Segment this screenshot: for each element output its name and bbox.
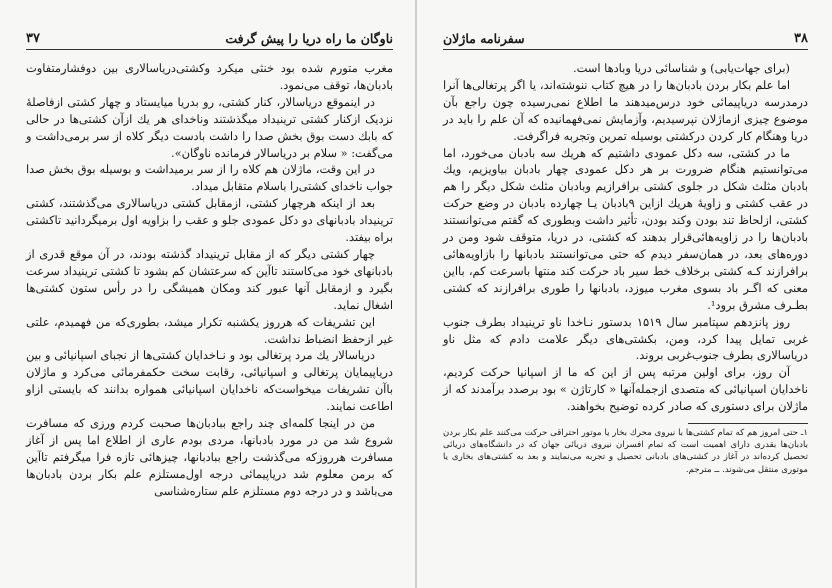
paragraph: بعد از اینکه هرچهار کشتی، ازمقابل کشتی دریاسالاری می‌گذشتند، کشتی ترینیداد بادبانهای دو دکل عمودی جلو و عقب را بزاویه اول برمیگردانید تاکشتی براه بیفتد. — [26, 196, 393, 245]
paragraph: آن روز، برای اولین مرتبه پس از این که ما از اسپانیا حرکت کردیم، ناخدایان اسپانیائی که متصدی ازجمله‌آنها « کارتاژن » بود برصدد برآمدند که از ماژلان برای دستوری که صادر کرده توضیح بخواهند. — [443, 365, 808, 414]
page-body — [443, 60, 808, 415]
right-page — [417, 0, 832, 588]
paragraph: در این وقت، ماژلان هم کلاه را از سر برمیداشت و بوسیله بوق بخش صدا جواب ناخدای کشتی‌را باسلام متقابل میداد. — [26, 162, 393, 194]
paragraph: مغرب متورم شده بود خنثی میکرد وکشتی‌دریاسالاری بین دوفشارمتفاوت بادبان‌ها، توقف می‌نمود. — [26, 61, 393, 92]
running-head: سفرنامه ماژلان — [443, 31, 525, 46]
paragraph: در اینموقع دریاسالار، کنار کشتی، رو بدریا میایستاد و چهار کشتی ازفاصلهٔ نزدیک ازکنار کشتی ترینیداد میگذشتند وناخدای هر یك ازآن کشتی‌ها در حالی که بابك دست بوق بخش صدا را داشت بادست دیگر کلاه از سر برمی‌داشت و می‌گفت: « سلام بر دریاسالار فرمانده ناوگان». — [26, 94, 393, 160]
page-header — [443, 26, 808, 50]
paragraph: ما در کشتی، سه دکل عمودی داشتیم که هریك سه بادبان می‌خورد، اما می‌توانستیم هنگام ضرورت بر هر دکل عمودی چهار بادبان بیاویزیم، ویك بادبان مثلث شکل‌ در جلوی کشتی برافرازیم وبادبان مثلث شکل دیگر را هم در عقب کشتی و زاویهٔ هریك ازاین ۹بادبان یـا چهارده بادبان در وضع حرکت کشتی، ازلحاظ تند بودن وکند بودن، تأثیر داشت وبطوری که گفتم می‌توانستند بادبان‌ها را در زاویه‌هائی‌قرار بدهند که کشتی، در دریا، متوقف شود ومن در دوره‌های بعد، در همان‌سفر دیدم که حتی می‌توانستند بادبانها را بازاویه‌هائی برافرازند کـه کشتی برخلاف خط سیر باد حرکت کند منتها باسرعت کم، بااین معنی که اگـر باد بسوی مغرب میوزد، بادبانها را طوری برافرازند که کشتی بطـرف مشرق برود¹. — [443, 145, 809, 312]
running-head: ناوگان ما راه دریا را پیش گرفت — [225, 31, 393, 46]
page-number: ۳۷ — [26, 31, 40, 46]
page-body — [26, 60, 393, 500]
paragraph: اما علم بکار بردن بادبان‌ها را در هیچ کتاب ننوشته‌اند، یا اگر پرتغالی‌ها آنرا درمدرسه دریاپیمائی خود درس‌میدهند ما اطلاع نمی‌رسیده چون راجع بآن موضوع چیزی ازماژلان نپرسیدیم، وآزمایش نمی‌فهمانیده که آن علم را باید در دریا وهنگام کار کردن درکشتی بوسیله تمرین وتجربه فراگرفت. — [443, 77, 808, 143]
paragraph: من در اینجا کلمه‌ای چند راجع ببادبان‌ها صحبت کردم ورزی که مسافرت شروع شد من در مورد بادبانها، مردی بودم عاری از اطلاع اما پس از آغاز مسافرت هرروزکه می‌گذشت راجع ببادبانها، چیزهائی تازه فرا میگرفتم تاآین که برمن معلوم شد دریاپیمائی درجه اول‌مستلزم علم بکار بردن بادبان‌ها می‌باشد و در درجه دوم مستلزم علم ستاره‌شناسی — [26, 416, 393, 498]
paragraph: این تشریفات که هرروز یکشنبه تکرار میشد، بطوری‌که من فهمیدم، علتی غیر ازحفظ انضباط نداشت. — [26, 314, 393, 346]
paragraph: روز پانزدهم سپتامبر سال ۱۵۱۹ بدستور نـاخدا ناو ترینیداد بطرف جنوب غربی تمایل پیدا کرد، ومن، بکشتی‌های دیگر علامت دادم که مثل ناو دریاسالاری بطرف جنوب‌غربی بروند. — [443, 314, 808, 363]
paragraph: (برای جهات‌یابی) و شناسائی دریا وبادها است. — [573, 61, 790, 75]
paragraph: چهار کشتی دیگر که از مقابل ترینیداد گذشته بودند، در آن موقع قدری از بادبانهای خود می‌کاستند تاآین که سرعتشان کم بشود تا کشتی ترینیداد سرعت بگیرد و ازمقابل آنها عبور کند ومکان همیشگی را در رأس ستون کشتی‌ها اشغال نماید. — [26, 246, 393, 312]
paragraph: دریاسالار یك مرد پرتغالی بود و نـاخدایان کشتی‌ها از نجبای اسپانیائی و بین دریاپیمایان پرتغالی و اسپانیائی، رقابت سخت حکمفرمائی می‌کرد و ماژلان باآن تشریفات میخواست‌که ناخدایان اسپانیائی همواره بدانند که بایستی ازاو اطاعت نمایند. — [26, 348, 393, 414]
page-header — [26, 26, 393, 50]
footnote-divider — [688, 423, 808, 424]
footnote: ۱ـ حتی امروز هم که تمام کشتی‌ها با نیروی محرك بخار یا موتور احتراقی حرکت می‌کنند علم بکار بردن بادبان‌ها بقدری دارای اهمیت است که تمام افسران نیروی دریائی جهان که در دانشگاه‌های دریائی تحصیل کرده‌اند در آغاز در کشتی‌های بادبانی تحصیل و تجربه می‌نمایند و بعد به کشتی‌های بخاری یا موتوری منتقل می‌شوند. ــ مترجم. — [443, 428, 808, 475]
page-number: ۳۸ — [794, 31, 808, 46]
left-page — [0, 0, 415, 588]
